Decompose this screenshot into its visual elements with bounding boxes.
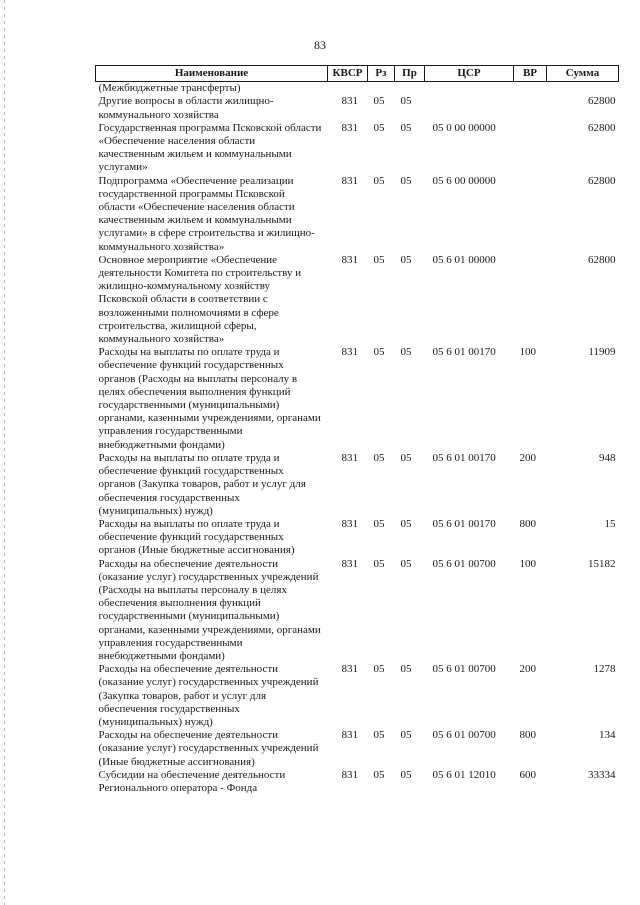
cell-sum <box>547 82 619 96</box>
cell-kvsr: 831 <box>341 557 358 570</box>
cell-pr: 05 <box>400 768 412 781</box>
cell-pr <box>395 82 425 96</box>
table-row <box>96 82 619 96</box>
cell-rz: 05 <box>373 557 385 570</box>
cell-csr: 05 6 01 00170 <box>432 451 496 464</box>
cell-name: (Межбюджетные трансферты) <box>98 82 241 95</box>
cell-pr: 05 <box>400 174 412 187</box>
header-kvsr: КВСР <box>328 66 368 82</box>
cell-sum: 948 <box>599 451 616 464</box>
cell-name: Другие вопросы в области жилищно-коммунального хозяйства <box>98 95 274 121</box>
cell-kvsr: 831 <box>341 174 358 187</box>
cell-kvsr: 831 <box>341 121 358 134</box>
cell-pr: 05 <box>400 729 412 742</box>
cell-pr: 05 <box>400 121 412 134</box>
table-row <box>96 663 619 729</box>
table-row <box>96 729 619 769</box>
cell-vr: 200 <box>519 663 536 676</box>
cell-kvsr: 831 <box>341 95 358 108</box>
cell-vr <box>514 95 547 121</box>
cell-csr: 05 6 01 00700 <box>432 557 496 570</box>
cell-sum: 15 <box>604 517 616 530</box>
table-body <box>96 82 619 795</box>
cell-rz: 05 <box>373 517 385 530</box>
cell-vr <box>514 175 547 254</box>
header-csr: ЦСР <box>425 66 514 82</box>
cell-vr: 200 <box>519 451 536 464</box>
cell-pr: 05 <box>400 451 412 464</box>
cell-sum: 134 <box>599 729 616 742</box>
header-sum: Сумма <box>547 66 619 82</box>
cell-csr <box>425 95 514 121</box>
cell-kvsr: 831 <box>341 663 358 676</box>
cell-pr: 05 <box>400 663 412 676</box>
header-rz: Рз <box>368 66 395 82</box>
cell-rz: 05 <box>373 451 385 464</box>
cell-rz: 05 <box>373 95 385 108</box>
page-number: 83 <box>314 38 326 52</box>
cell-rz: 05 <box>373 729 385 742</box>
cell-pr: 05 <box>400 95 412 108</box>
table-row <box>96 95 619 121</box>
table-row <box>96 452 619 518</box>
table-row <box>96 122 619 175</box>
cell-vr <box>514 82 547 96</box>
cell-vr: 600 <box>519 768 536 781</box>
table-row <box>96 346 619 452</box>
cell-pr: 05 <box>400 517 412 530</box>
cell-name: Расходы на обеспечение деятельности (оказание услуг) государственных учреждений (Расходы на выплаты персоналу в целях обеспечения выполнения функций государственными (муниципальными) органами, казенными учреждениями, органами управления государственными внебюджетными фондами) <box>98 557 321 662</box>
cell-rz: 05 <box>373 663 385 676</box>
cell-csr: 05 6 01 00170 <box>432 517 496 530</box>
table-row <box>96 769 619 795</box>
cell-pr: 05 <box>400 557 412 570</box>
cell-name: Расходы на обеспечение деятельности (оказание услуг) государственных учреждений (Закупка товаров, работ и услуг для обеспечения государственных (муниципальных) нужд) <box>98 663 319 728</box>
cell-name: Расходы на выплаты по оплате труда и обеспечение функций государственных органов (Закупка товаров, работ и услуг для обеспечения государственных (муниципальных) нужд) <box>98 451 306 517</box>
cell-vr <box>514 254 547 346</box>
cell-csr: 05 6 00 00000 <box>432 174 496 187</box>
cell-sum: 62800 <box>588 174 616 187</box>
cell-name: Субсидии на обеспечение деятельности Регионального оператора - Фонда <box>98 768 286 794</box>
cell-rz: 05 <box>373 346 385 359</box>
cell-vr: 100 <box>519 346 536 359</box>
cell-name: Подпрограмма «Обеспечение реализации государственной программы Псковской области «Обеспечение населения области качественным жильем и коммунальными услугами» в сфере строительства и жилищно-коммунального хозяйства» <box>98 174 315 253</box>
cell-kvsr: 831 <box>341 768 358 781</box>
scan-edge-line <box>4 0 5 905</box>
header-pr: Пр <box>395 66 425 82</box>
cell-csr: 05 6 01 00700 <box>432 729 496 742</box>
cell-kvsr: 831 <box>341 346 358 359</box>
cell-pr: 05 <box>400 253 412 266</box>
cell-sum: 33334 <box>588 768 616 781</box>
table-row <box>96 175 619 254</box>
cell-kvsr: 831 <box>341 517 358 530</box>
cell-sum: 1278 <box>593 663 616 676</box>
cell-csr: 05 0 00 00000 <box>432 121 496 134</box>
cell-rz: 05 <box>373 121 385 134</box>
header-vr: ВР <box>514 66 547 82</box>
cell-rz: 05 <box>373 253 385 266</box>
header-name: Наименование <box>96 66 328 82</box>
cell-kvsr: 831 <box>341 253 358 266</box>
table-row <box>96 518 619 558</box>
budget-table <box>95 65 619 795</box>
cell-sum: 62800 <box>588 121 616 134</box>
cell-csr: 05 6 01 00170 <box>432 346 496 359</box>
cell-kvsr: 831 <box>341 729 358 742</box>
cell-name: Расходы на обеспечение деятельности (оказание услуг) государственных учреждений (Иные бюджетные ассигнования) <box>98 729 319 768</box>
cell-sum: 15182 <box>588 557 616 570</box>
table-header-row <box>96 66 619 82</box>
cell-pr: 05 <box>400 346 412 359</box>
cell-name: Основное мероприятие «Обеспечение деятельности Комитета по строительству и жилищно-коммунальному хозяйству Псковской области в соответствии с возложенными полномочиями в сфере строительства, жилищной сферы, коммунального хозяйства» <box>98 253 302 346</box>
cell-name: Расходы на выплаты по оплате труда и обеспечение функций государственных органов (Иные бюджетные ассигнования) <box>98 517 295 557</box>
table-row <box>96 254 619 346</box>
cell-name: Государственная программа Псковской области «Обеспечение населения области качественным жильем и коммунальными услугами» <box>98 121 322 174</box>
cell-rz <box>368 82 395 96</box>
cell-csr: 05 6 01 00700 <box>432 663 496 676</box>
cell-name: Расходы на выплаты по оплате труда и обеспечение функций государственных органов (Расходы на выплаты персоналу в целях обеспечения выполнения функций государственными (муниципальными) органами, казенными учреждениями, органами управления государственными внебюджетными фондами) <box>98 346 321 451</box>
cell-vr <box>514 122 547 175</box>
cell-csr <box>425 82 514 96</box>
cell-kvsr <box>328 82 368 96</box>
cell-rz: 05 <box>373 174 385 187</box>
table-row <box>96 558 619 664</box>
cell-csr: 05 6 01 00000 <box>432 253 496 266</box>
cell-rz: 05 <box>373 768 385 781</box>
cell-sum: 62800 <box>588 253 616 266</box>
cell-vr: 100 <box>519 557 536 570</box>
cell-vr: 800 <box>519 729 536 742</box>
cell-csr: 05 6 01 12010 <box>432 768 496 781</box>
cell-sum: 11909 <box>588 346 616 359</box>
cell-sum: 62800 <box>588 95 616 108</box>
cell-kvsr: 831 <box>341 451 358 464</box>
cell-vr: 800 <box>519 517 536 530</box>
